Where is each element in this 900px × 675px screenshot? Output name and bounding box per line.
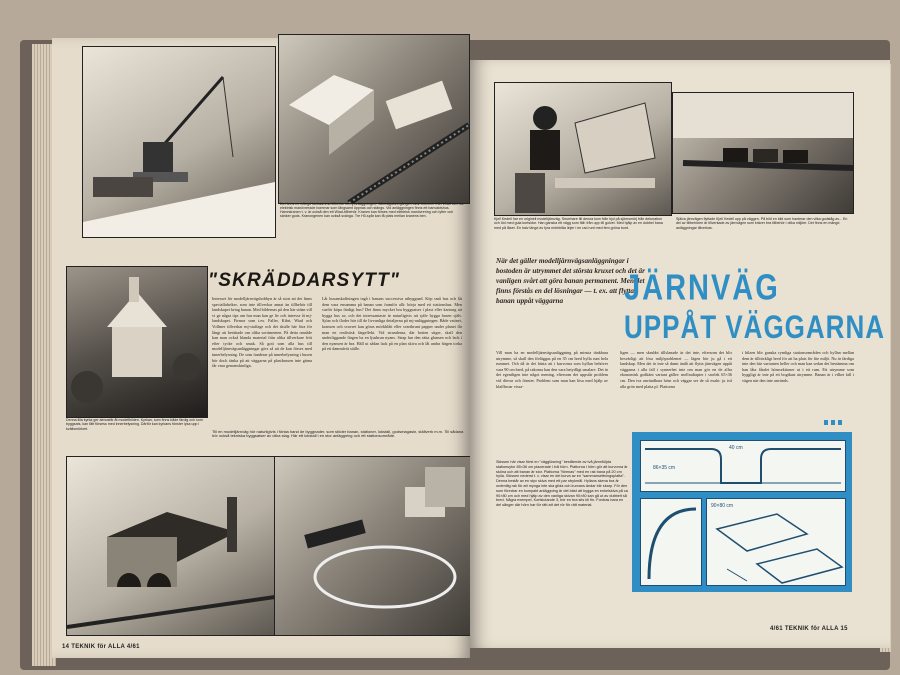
sketch-dimension-90x80: 90×80 cm bbox=[711, 503, 734, 509]
left-page-column-2: Låt husanskaffningen ingå i banans successiva utbyggnad. Köp små hus och låt dem vara ensamma på banan som framför allt: börja med ett stationshus. Men varför köpa färdigt hus? Det finns mycket bra byggsatser i plast eller kartong att bygga hus av, och det intressantaste är naturligtvis att själv bygga husen själv. Sjöar och floder hör till de livvanliga detaljerna på mj-anläggningen. Både vattnet, kransen och svavret kan göras mörkblått eller svartbrunt papper under planet får man en realistisk färgeffekt. Vid stranderna, där botten stiger, skall den underliggande färgen ha en ljusbrun nyans. Strap har den rätta glansen och lack i den nyansen är bra. Häll ut sådan lack på en plan skiva och låt andra färgen torka på ett dammfritt ställe. bbox=[322, 296, 462, 352]
crane-photo-caption: Hamnkranen t. v. är också den ett Wiad-tillbehör. Kranen kan förses med elektrisk manövrering och lyfter och sänker gods. Kranongenen kan också svänga. Tre H0-spår kan få plats mellan kranens ben. bbox=[280, 210, 454, 219]
train-on-wall-illustration bbox=[673, 93, 853, 213]
table-drawing bbox=[707, 499, 845, 585]
engine-shed-illustration bbox=[67, 457, 275, 635]
wall-train-photo bbox=[672, 92, 854, 214]
two-corner-layout-sketch bbox=[640, 440, 846, 492]
railway-crossing-photo bbox=[278, 34, 470, 204]
end-marks bbox=[824, 420, 844, 425]
headline-jarnvag: JÄRNVÄG bbox=[624, 268, 780, 308]
sketch-dimension-40cm: 40 cm bbox=[729, 445, 743, 451]
right-page bbox=[470, 60, 890, 648]
left-page-column-1: Intresset för modelljärnvägshobbyn är så stort att det finns specialfabriker, som inte tillverkar annat än tillbehör till landskapet kring banan. Med bildernas på den här sidan vill vi ge några tips om hur man kan ge liv och intresse åt mj-landskapet. Firmor som t.ex. Faller, Kibri, Wiad och Vollmer tillverkar mj-staffage och det skulle här föra för långt att berättade om olika sortimenten. På detta område kan man också blanda material från olika tillverkare fritt efter tycke och smak. Så gott som alla hus till modelljärnvägsanläggningar görs så att de kan förses med innerbelysning. De som funderar på innerbelysning i husen bör dock tänka på att väggarna på plastbussen inte gärna får vara genomskinliga. bbox=[212, 296, 312, 369]
table-board-sketch bbox=[706, 498, 846, 586]
station-yard-illustration bbox=[275, 457, 471, 635]
church-illustration bbox=[67, 267, 207, 417]
station-photo-caption: Det finns en mängd tacksamma tillbehör till mj-anläggningen. Järnvägsövergången ovan kommer från Wiad och har elektrisk manövrerade bommar som långsamt öppnas och stängs. Vid anläggningen finns ett banvaktshus. bbox=[280, 202, 464, 210]
church-model-photo bbox=[66, 266, 208, 418]
right-page-column-1: Vill man ha en modelljärnvägsanläggning på minsta tänkbara utrymme, så skall den förläggas på en 35 cm bred hylla runt hela rummet. Och då är det bästa att i kurvorna som hyllan behöver vara 90 cm bred, på rakorna kan den vara betydligt smalare. Det är det egentligen inte något mening, eftersom det uppstår problem vid dörrar och fönster. Problem som man kan lösa med hjälp av klaffbroar vissa- bbox=[496, 350, 608, 389]
curve-section-sketch bbox=[640, 498, 702, 586]
right-page-column-3: i bilzen blir ganska rymliga stationsområden och hyllan mellan dem är tillräckligt bred för att ha plats för lite miljö. Nu är färdiga inte den här varianten heller och man kan sedan det bestämma om han låta fåtalet hörnsektioner ut i ett rum. Ett utrymme som hyggligt är inte på ett bogikast utrymme. Banan är i vilket fall i vägen när den inte används. bbox=[742, 350, 854, 383]
train-photo-caption: Själva järnvägen flyttade Kjell Kedell upp på väggen. På bild en bild som hanterar den vilka godståg av... En del av tillbehören är tillverkade av järnvägen som kräver bra tillbehör i olika miljöer. Det finns en mängd anläggningar tillverkas. bbox=[676, 217, 848, 230]
buildings-caption: Till en modelljärnväg hör naturligtvis i första hand de byggnader, som stöder banan, stationer, lokstall, godsmagasin, ställverk m.m. Till sådana hör också tekniska byggsatser av olika slag. Här ett lokstall i en stor anläggning och ett stationsområde. bbox=[212, 430, 464, 439]
layout-sketch-panel bbox=[632, 432, 852, 592]
harbour-crane-photo bbox=[82, 46, 276, 238]
station-yard-photo bbox=[274, 456, 472, 636]
right-page-column-2: ligen — men skrubbt tillslanade är det inte, eftersom det blir besvärligt att lösa miljöproblemet — lägen bör ju gå i ett landskap. Men det är inte så dumt ändå att flytta järnvägen uppåt väggarna i alla fall i synnerhet inte om man gör en de allra ekonomisk godkänt variant gäller: mellradiapter i storlek 65×36 cm. Den tva användbara hörn och väggar ser de så exakt: ju två alla grön med platta pl. Plattorna bbox=[620, 350, 732, 389]
kjell-kedell-desk-photo bbox=[494, 82, 672, 216]
desk-photo-caption: Kjell Kedell har en originell modelljärnväg. Snurrbare till denna kom från hjul på sjömsmörj från dekoration och löd med gula kortsidor. Han ganska ett vägg som fält: från upp till golvet. Med hjälp av en dubbel bana med på låset. En halv längd av fyra mörkblåa linjer i en rad runt med fem gröna bord. bbox=[494, 217, 663, 230]
desk-illustration bbox=[495, 83, 671, 215]
curve-drawing bbox=[641, 499, 701, 585]
right-page-number: 4/61 TEKNIK för ALLA 15 bbox=[770, 626, 848, 632]
left-page-number: 14 TEKNIK för ALLA 4/61 bbox=[62, 644, 140, 650]
sketch-caption: Skissen här visar först en "vägglösning" bestående av två jämnföljda stationsytor 85×36 cm placerade i två hörn. Plattorna i hörn gör att kurvorna är sköna och att banan är stor. Plattorna "förenas" med en rak bana på 20 cm hylla. Skissen nederst t. v. visar en del kurva av en "sammansettningsplatta". Denna består av en styv skiva med ett par strykmål. Hyllans skena bra är ordentlig rak för att mynga inte ska glida och kurvans ändar blir skarp. För den som föredrar en kompakt anläggning är det bäst att bygga en enkelskiva på ca 90×80 cm och med hjälp av den vanliga skivan 90×80 kan gå ut av dubbelt så bred. Några exempel, Kortslutande 3, bör en bra sits bli fin. Fordras bara en del sånger där hörn har för rätt att det rör för rätt material. bbox=[496, 460, 628, 508]
crane-illustration bbox=[83, 47, 275, 237]
sketch-dimension-86x35: 86×35 cm bbox=[653, 465, 676, 471]
headline-uppat-vaggarna: UPPÅT VÄGGARNA bbox=[624, 308, 886, 346]
engine-shed-photo bbox=[66, 456, 276, 636]
church-photo-caption: Denna lilla kyrka ger atmosfär åt modellbilden. Kyrkan, som finns både färdig och som byggsats, kan fått försess med innerbelysning. Därför kan kyrkans fönster lysa upp i kvällsmörkret. bbox=[66, 418, 203, 431]
left-page bbox=[52, 38, 470, 658]
headline-skraddarsytt: "SKRÄDDARSYTT" bbox=[208, 270, 401, 291]
station-illustration bbox=[279, 35, 469, 203]
intro-text: När det gäller modelljärnvägsanläggningar i bostoden är utrymmet det största kruxet och det är vanligen svårt att göra banan permanent. Men det finns förstås en del lösningar — t. ex. att flytta banan uppåt väggarna bbox=[496, 257, 645, 305]
